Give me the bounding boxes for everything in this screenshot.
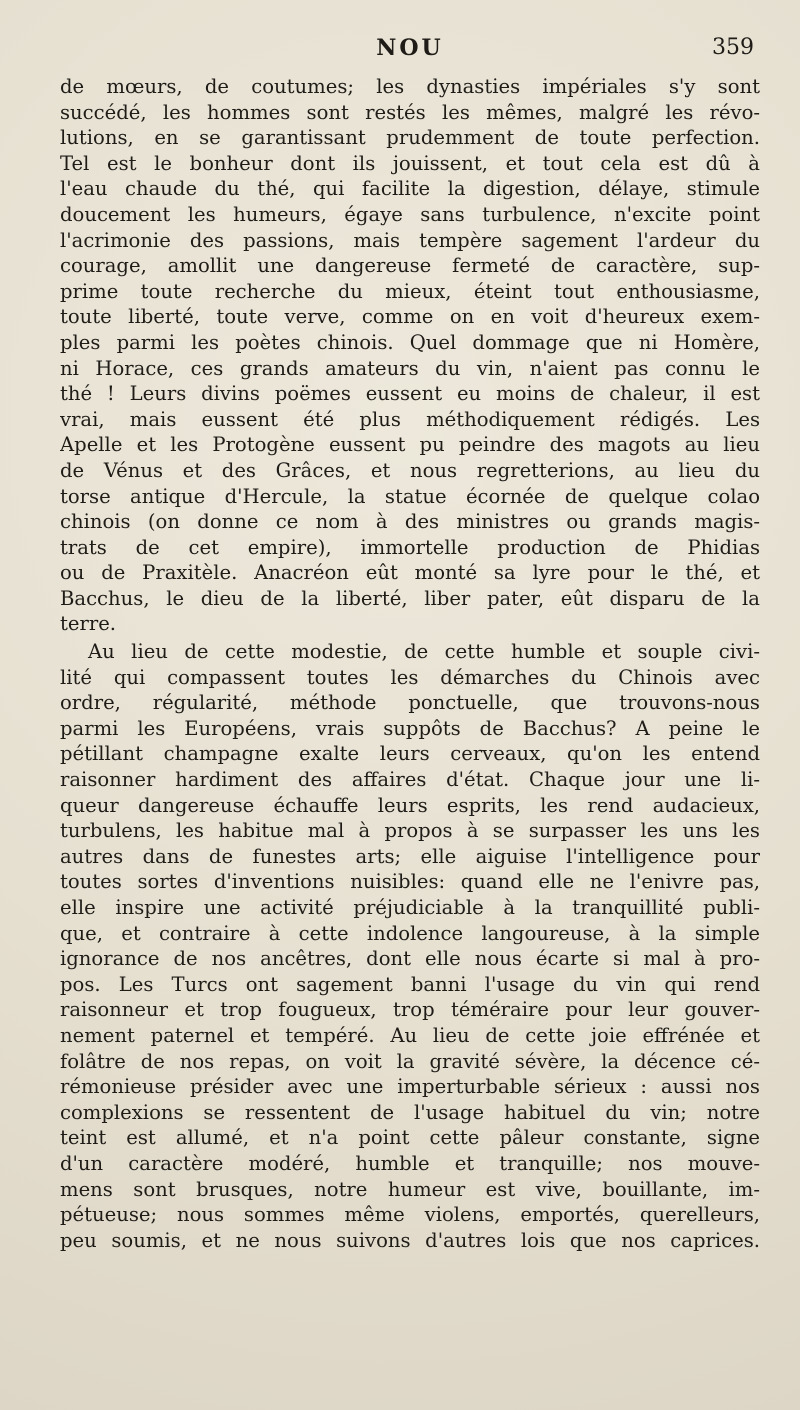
text-line: raisonner hardiment des affaires d'état. Chaque jour une li- — [60, 768, 760, 792]
text-line: terre. — [60, 612, 117, 636]
text-line: de Vénus et des Grâces, et nous regretterions, au lieu du — [60, 458, 760, 482]
page-header — [60, 36, 760, 68]
text-line: thé ! Leurs divins poëmes eussent eu moins de chaleur, il est — [60, 382, 760, 406]
text-line: ou de Praxitèle. Anacréon eût monté sa lyre pour le thé, et — [60, 561, 760, 585]
text-line: parmi les Européens, vrais suppôts de Bacchus? A peine le — [60, 716, 760, 740]
text-line: ordre, régularité, méthode ponctuelle, que trouvons-nous — [60, 691, 760, 715]
text-line: teint est allumé, et n'a point cette pâleur constante, signe — [60, 1126, 760, 1150]
text-line: prime toute recherche du mieux, éteint tout enthousiasme, — [60, 279, 760, 303]
text-line: toutes sortes d'inventions nuisibles: quand elle ne l'enivre pas, — [60, 870, 760, 894]
running-head: NOU — [376, 35, 444, 61]
paragraph-2 — [60, 639, 760, 1253]
text-line: que, et contraire à cette indolence langoureuse, à la simple — [60, 921, 760, 945]
text-line: lutions, en se garantissant prudemment de toute perfection. — [60, 126, 760, 150]
text-line: de mœurs, de coutumes; les dynasties impériales s'y sont — [60, 75, 760, 98]
text-line: pétueuse; nous sommes même violens, emportés, querelleurs, — [60, 1203, 760, 1227]
text-line: complexions se ressentent de l'usage habituel du vin; notre — [60, 1100, 760, 1124]
text-line: d'un caractère modéré, humble et tranquille; nos mouve- — [60, 1151, 760, 1175]
text-line: doucement les humeurs, égaye sans turbulence, n'excite point — [60, 202, 760, 226]
text-line: pos. Les Turcs ont sagement banni l'usage du vin qui rend — [60, 972, 760, 996]
text-line: Bacchus, le dieu de la liberté, liber pater, eût disparu de la — [60, 586, 760, 610]
text-line: chinois (on donne ce nom à des ministres ou grands magis- — [60, 510, 760, 534]
text-line: trats de cet empire), immortelle production de Phidias — [60, 535, 760, 559]
text-line: rémonieuse présider avec une imperturbable sérieux : aussi nos — [60, 1075, 760, 1099]
text-line: queur dangereuse échauffe leurs esprits, les rend audacieux, — [60, 793, 760, 817]
body-text — [60, 74, 760, 1253]
text-line: succédé, les hommes sont restés les mêmes, malgré les révo- — [60, 100, 760, 124]
text-line: turbulens, les habitue mal à propos à se surpasser les uns les — [60, 819, 760, 843]
text-line: Au lieu de cette modestie, de cette humble et souple civi- — [88, 640, 760, 664]
page-number: 359 — [712, 35, 754, 60]
text-line: toute liberté, toute verve, comme on en voit d'heureux exem- — [60, 305, 760, 329]
text-line: lité qui compassent toutes les démarches du Chinois avec — [60, 665, 760, 689]
text-line: ples parmi les poètes chinois. Quel dommage que ni Homère, — [60, 330, 760, 354]
text-line: nement paternel et tempéré. Au lieu de cette joie effrénée et — [60, 1023, 760, 1047]
text-line: mens sont brusques, notre humeur est vive, bouillante, im- — [60, 1177, 760, 1201]
text-line: raisonneur et trop fougueux, trop téméraire pour leur gouver- — [60, 998, 760, 1022]
text-line: l'eau chaude du thé, qui facilite la digestion, délaye, stimule — [60, 177, 760, 201]
text-line: vrai, mais eussent été plus méthodiquement rédigés. Les — [60, 407, 760, 431]
text-line: ni Horace, ces grands amateurs du vin, n'aient pas connu le — [60, 356, 760, 380]
text-line: peu soumis, et ne nous suivons d'autres lois que nos caprices. — [60, 1228, 760, 1252]
text-line: Tel est le bonheur dont ils jouissent, et tout cela est dû à — [60, 151, 760, 175]
text-line: ignorance de nos ancêtres, dont elle nous écarte si mal à pro- — [60, 947, 760, 971]
text-line: torse antique d'Hercule, la statue écornée de quelque colao — [60, 484, 760, 508]
text-line: Apelle et les Protogène eussent pu peindre des magots au lieu — [60, 433, 760, 457]
text-line: folâtre de nos repas, on voit la gravité sévère, la décence cé- — [60, 1049, 760, 1073]
text-line: autres dans de funestes arts; elle aiguise l'intelligence pour — [60, 844, 760, 868]
text-line: pétillant champagne exalte leurs cerveaux, qu'on les entend — [60, 742, 760, 766]
paragraph-1 — [60, 74, 760, 637]
text-line: courage, amollit une dangereuse fermeté de caractère, sup- — [60, 254, 760, 278]
text-line: elle inspire une activité préjudiciable à la tranquillité publi- — [60, 896, 760, 919]
text-line: l'acrimonie des passions, mais tempère sagement l'ardeur du — [60, 228, 760, 252]
